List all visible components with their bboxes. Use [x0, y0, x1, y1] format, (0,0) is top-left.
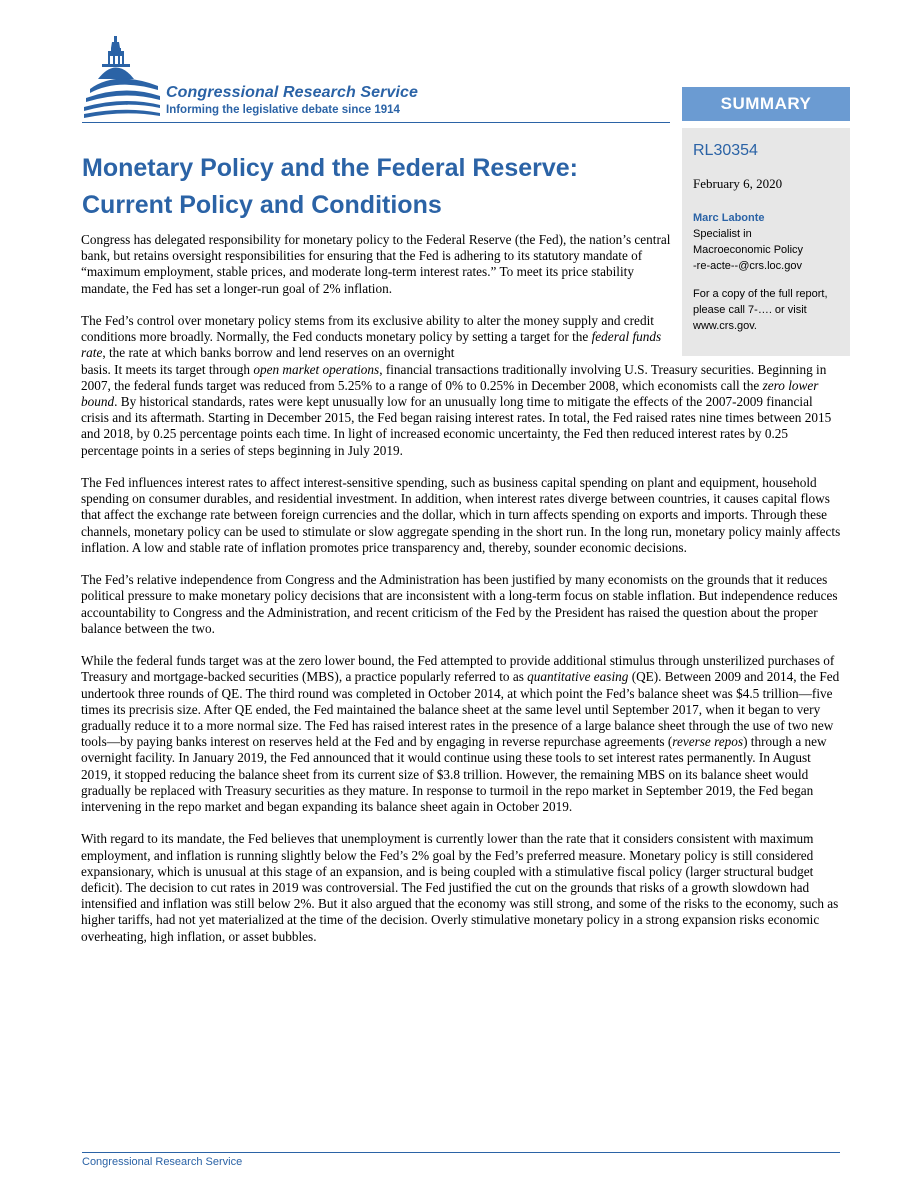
- paragraph-3: The Fed influences interest rates to affect interest-sensitive spending, such as business capital spending on plant and equipment, household spending on consumer durables, and residential investment. In addition, when interest rates diverge between countries, it causes capital flows that affect the exchange rate between foreign currencies and the dollar, which in turn affects spending on exports and imports. Through these channels, monetary policy can be used to stimulate or slow aggregate spending in the short run. In the long run, monetary policy mainly affects inflation. A low and stable rate of inflation promotes price transparency and, thereby, sounder economic decisions.: [81, 475, 841, 555]
- term-reverse-repos: reverse repos: [672, 734, 744, 750]
- header-divider: [82, 122, 670, 123]
- term-open-market-operations: open market operations: [253, 361, 380, 377]
- title-line-2: Current Policy and Conditions: [82, 191, 442, 219]
- author-name: Marc Labonte: [693, 212, 765, 224]
- footer-text: Congressional Research Service: [82, 1156, 243, 1168]
- term-federal-funds-rate: federal funds rate: [81, 329, 662, 361]
- summary-body: [81, 232, 841, 961]
- footer-divider: [82, 1152, 840, 1153]
- paragraph-4: The Fed’s relative independence from Congress and the Administration has been justified by many economists on the grounds that it reduces political pressure to make monetary policy decisions that are inconsistent with a long-term focus on stable inflation. But independence reduces accountability to Congress and the Administration, and recent criticism of the Fed by the President has raised the question about the proper balance between the two.: [81, 572, 838, 636]
- author-title-line1: Specialist in: [693, 228, 752, 240]
- capitol-dome-icon: [84, 34, 164, 124]
- author-email-link[interactable]: -re-acte--@crs.loc.gov: [693, 260, 802, 272]
- paragraph-6: With regard to its mandate, the Fed believes that unemployment is currently lower than the rate that it considers consistent with maximum employment, and inflation is running slightly below the Fed’s 2% goal by the Fed’s preferred measure. Monetary policy is still considered expansionary, which is unusual at this stage of an expansion, and is being coupled with a stimulative fiscal policy (larger structural budget deficit). The decision to cut rates in 2019 was controversial. The Fed justified the cut on the grounds that risks of a growth slowdown had intensified and inflation was still below 2%. But it also argued that the economy was still strong, and some of the risks to the economy, such as higher tariffs, had not yet materialized at the time of the decision. Overly stimulative monetary policy in a strong expansion risks economic overheating, high inflation, or asset bubbles.: [81, 831, 839, 944]
- paragraph-5: While the federal funds target was at the zero lower bound, the Fed attempted to provide additional stimulus through unsterilized purchases of Treasury and mortgage-backed securities (MBS), a practice popularly referred to as quantitative easing (QE). Between 2009 and 2014, the Fed undertook three rounds of QE. The third round was completed in October 2014, at which point the Fed’s balance sheet was $4.5 trillion—five times its precrisis size. After QE ended, the Fed maintained the balance sheet at the same level until September 2017, when it began to very gradually reduce it to a more normal size. The Fed has raised interest rates in the presence of a large balance sheet through the use of two new tools—by paying banks interest on reserves held at the Fed and by engaging in reverse repurchase agreements (reverse repos) through a new overnight facility. In January 2019, the Fed announced that it would continue using these tools to set interest rates permanently. In August 2019, it stopped reducing the balance sheet from its current size of $3.8 trillion. However, the remaining MBS on its balance sheet would gradually be replaced with Treasury securities as they mature. In response to turmoil in the repo market in September 2019, the Fed began intervening in the repo market and began expanding its balance sheet again in October 2019.: [81, 653, 840, 815]
- org-tagline: Informing the legislative debate since 1914: [166, 104, 400, 116]
- term-quantitative-easing: quantitative easing: [527, 669, 629, 685]
- paragraph-2: The Fed’s control over monetary policy stems from its exclusive ability to alter the money supply and credit conditions more broadly. Normally, the Fed conducts monetary policy by setting a target for the federal funds rate, the rate at which banks borrow and lend reserves on an overnight basis. It meets its target through open market operations, financial transactions traditionally involving U.S. Treasury securities. Beginning in 2007, the federal funds target was reduced from 5.25% to a range of 0% to 0.25% in December 2008, which economists call the zero lower bound. By historical standards, rates were kept unusually low for an unusually long time to mitigate the effects of the 2007-2009 financial crisis and its aftermath. Starting in December 2015, the Fed began raising interest rates. In total, the Fed raised rates nine times between 2015 and 2018, by 0.25 percentage points each time. In light of increased economic uncertainty, the Fed then reduced interest rates by 0.25 percentage points in a series of steps beginning in July 2019.: [81, 313, 832, 458]
- term-zero-lower-bound: zero lower bound: [81, 377, 819, 410]
- org-name: Congressional Research Service: [166, 84, 419, 101]
- page-title: [82, 150, 672, 224]
- author-title-line2: Macroeconomic Policy: [693, 244, 804, 256]
- summary-tab: SUMMARY: [682, 87, 850, 121]
- title-line-1: Monetary Policy and the Federal Reserve:: [82, 154, 579, 182]
- report-number: RL30354: [693, 142, 758, 159]
- report-date: February 6, 2020: [693, 176, 783, 191]
- copy-note: For a copy of the full report, please call 7-…. or visit www.crs.gov.: [693, 288, 828, 332]
- paragraph-1: Congress has delegated responsibility for monetary policy to the Federal Reserve (the Fed), the nation’s central bank, but retains oversight responsibilities for ensuring that the Fed is adhering to its statutory mandate of “maximum employment, stable prices, and moderate long-term interest rates.” To meet its price stability mandate, the Fed has set a longer-run goal of 2% inflation.: [81, 232, 671, 296]
